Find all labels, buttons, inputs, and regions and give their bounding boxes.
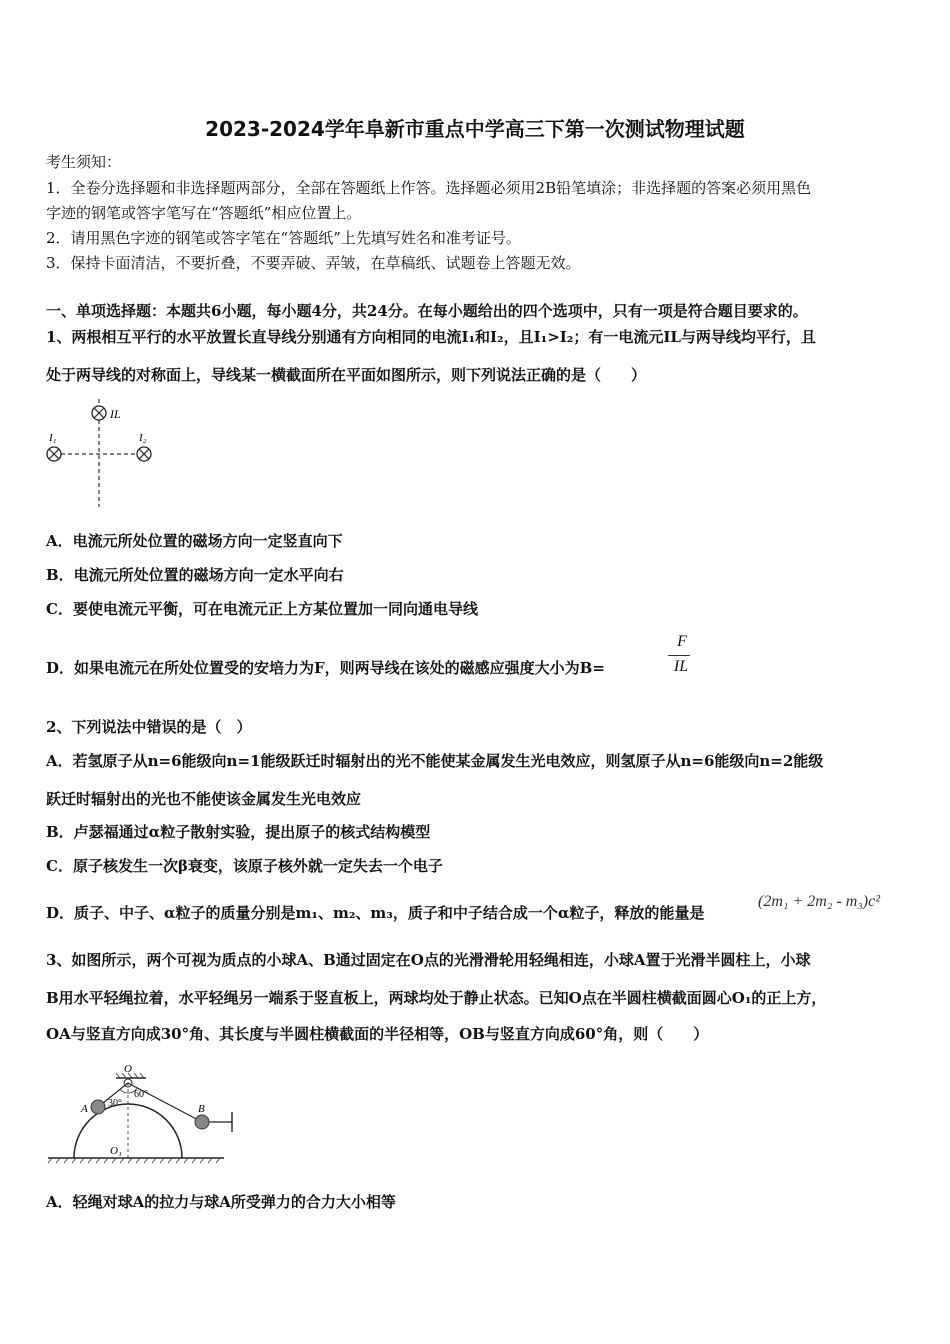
ball-b: [195, 1115, 209, 1129]
q3-figure: [44, 1062, 244, 1168]
q1-figure: [40, 395, 170, 510]
notice-item: 3．保持卡面清洁，不要折叠，不要弄破、弄皱，在草稿纸、试题卷上答题无效。: [46, 254, 581, 272]
label-o: O: [124, 1063, 132, 1075]
notice-heading: 考生须知：: [46, 153, 122, 171]
wire-i2: [137, 447, 151, 461]
q1-stem: 1、两根相互平行的水平放置长直导线分别通有方向相同的电流I₁和I₂，且I₁>I₂；有一电流元IL与两导线均平行，且: [46, 328, 816, 346]
q2-option-a: A．若氢原子从n=6能级向n=1能级跃迁时辐射出的光不能使某金属发生光电效应，则氢原子从n=6能级向n=2能级: [46, 752, 824, 770]
q1-stem: 处于两导线的对称面上，导线某一横截面所在平面如图所示，则下列说法正确的是（ ）: [46, 366, 647, 384]
q3-option-a: A．轻绳对球A的拉力与球A所受弹力的合力大小相等: [46, 1193, 396, 1211]
label-il: IL: [110, 407, 121, 421]
notice-item: 2．请用黑色字迹的钢笔或答字笔在“答题纸”上先填写姓名和准考证号。: [46, 229, 521, 247]
q2-option-c: C．原子核发生一次β衰变，该原子核外就一定失去一个电子: [46, 857, 443, 875]
q3-stem: OA与竖直方向成30°角、其长度与半圆柱横截面的半径相等，OB与竖直方向成60°角，则（ ）: [46, 1025, 709, 1043]
notice-item: 字迹的钢笔或答字笔写在“答题纸”相应位置上。: [46, 204, 362, 222]
wire-i1: [47, 447, 61, 461]
label-i1: I₁: [49, 432, 57, 444]
ball-a: [91, 1100, 105, 1114]
q2-stem: 2、下列说法中错误的是（ ）: [46, 718, 252, 736]
q2-option-d: D．质子、中子、α粒子的质量分别是m₁、m₂、m₃，质子和中子结合成一个α粒子，释放的能量是: [46, 904, 705, 922]
q2-option-b: B．卢瑟福通过α粒子散射实验，提出原子的核式结构模型: [46, 823, 431, 841]
fraction-bar: [668, 655, 690, 656]
label-a: A: [81, 1103, 88, 1115]
q1-option-d: D．如果电流元在所处位置受的安培力为F，则两导线在该处的磁感应强度大小为B=: [46, 659, 605, 677]
q2-option-a-cont: 跃迁时辐射出的光也不能使该金属发生光电效应: [46, 790, 362, 808]
q1-option-b: B．电流元所处位置的磁场方向一定水平向右: [46, 566, 344, 584]
label-i2: I₂: [139, 432, 147, 444]
q1-option-c: C．要使电流元平衡，可在电流元正上方某位置加一同向通电导线: [46, 600, 478, 618]
page-title: 2023-2024学年阜新市重点中学高三下第一次测试物理试题: [205, 117, 745, 141]
label-b: B: [198, 1103, 205, 1115]
label-angle-30: 30°: [108, 1098, 122, 1109]
label-o1: O₁: [110, 1145, 122, 1157]
q3-stem: B用水平轻绳拉着，水平轻绳另一端系于竖直板上，两球均处于静止状态。已知O点在半圆柱横截面圆心O₁的正上方，: [46, 989, 827, 1007]
section-heading: 一、单项选择题：本题共6小题，每小题4分，共24分。在每小题给出的四个选项中，只有一项是符合题目要求的。: [46, 302, 808, 320]
label-angle-60: 60°: [134, 1089, 148, 1100]
fraction-numerator: F: [677, 633, 687, 650]
q1-option-a: A．电流元所处位置的磁场方向一定竖直向下: [46, 532, 343, 550]
fraction-denominator: IL: [673, 658, 689, 675]
energy-formula: (2m₁ + 2m₂ - m₃)c²: [758, 893, 881, 910]
current-element-il: [92, 406, 106, 420]
q3-stem: 3、如图所示，两个可视为质点的小球A、B通过固定在O点的光滑滑轮用轻绳相连，小球A置于光滑半圆柱上，小球: [46, 951, 811, 969]
notice-item: 1．全卷分选择题和非选择题两部分，全部在答题纸上作答。选择题必须用2B铅笔填涂；非选择题的答案必须用黑色: [46, 179, 812, 197]
